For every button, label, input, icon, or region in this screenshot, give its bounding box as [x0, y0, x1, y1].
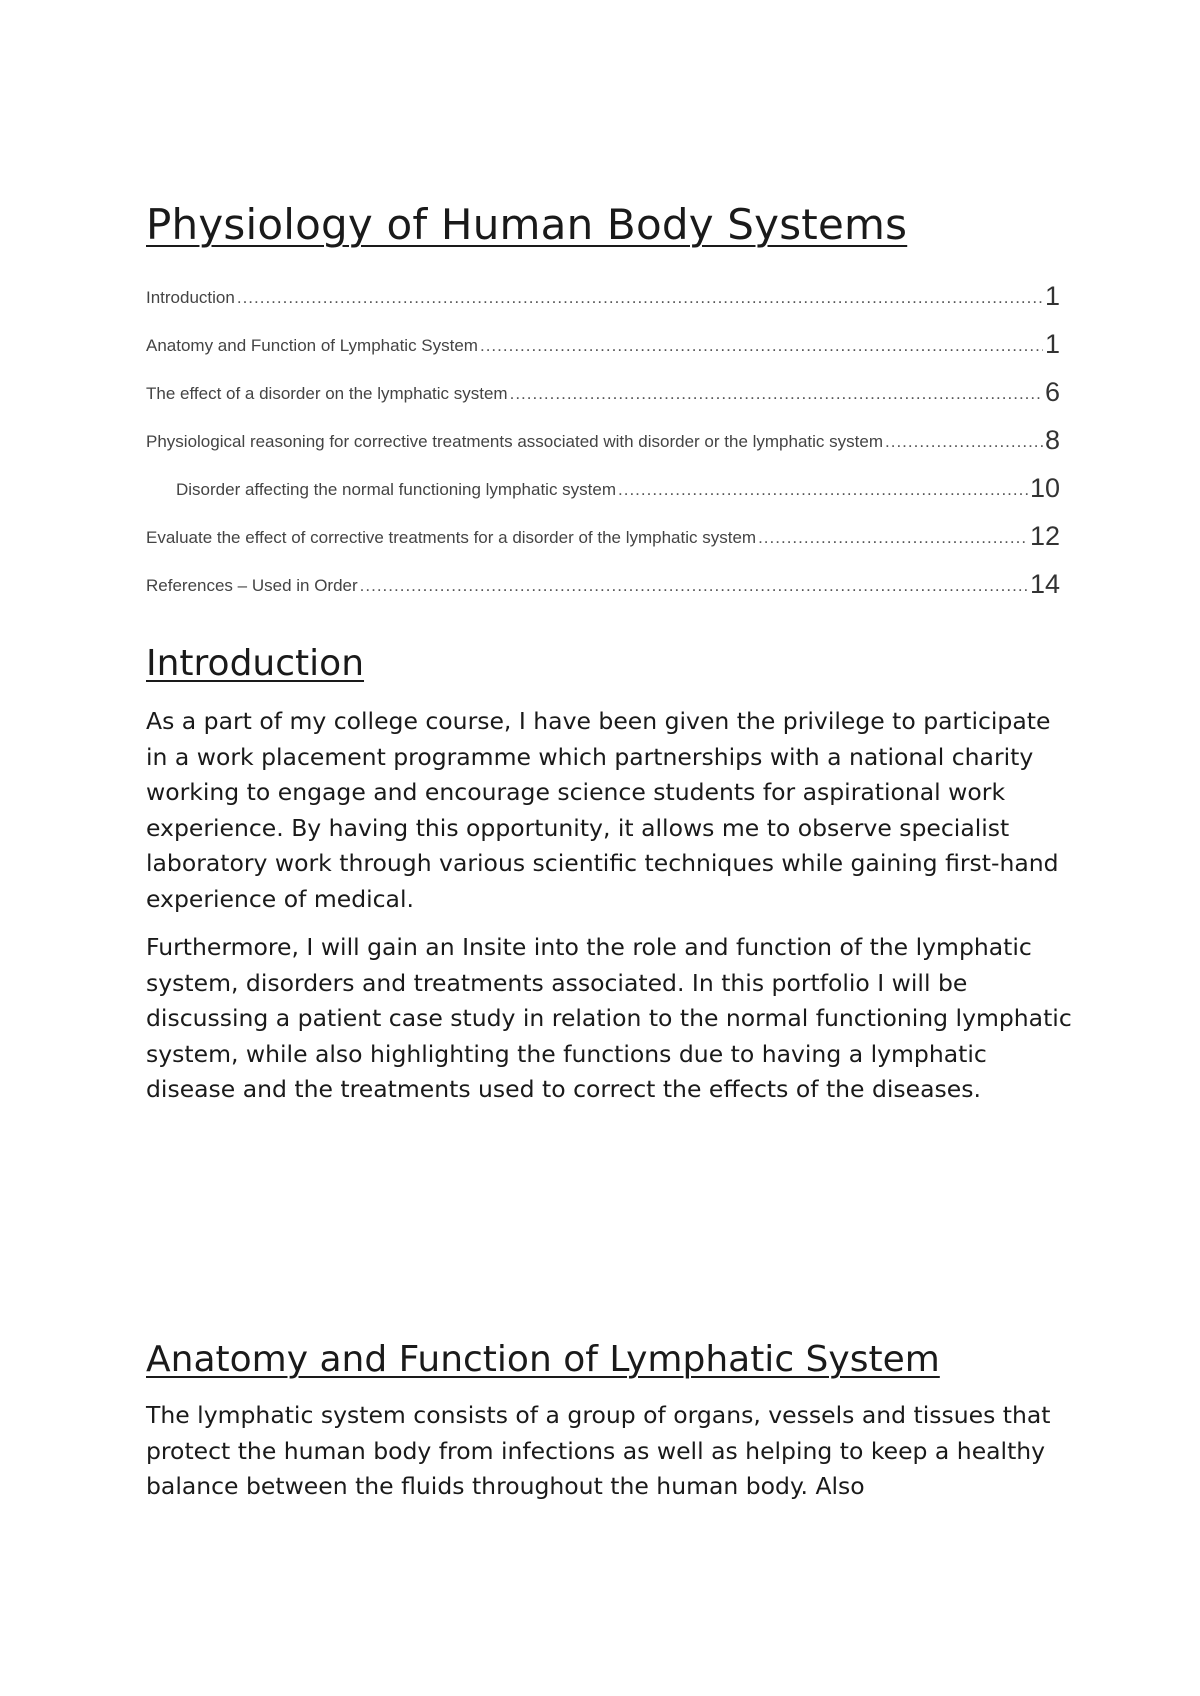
toc-entry-page: 14	[1029, 569, 1060, 599]
document-title: Physiology of Human Body Systems	[146, 200, 908, 249]
toc-leader-dots	[618, 480, 1028, 506]
table-of-contents	[146, 266, 1060, 602]
toc-entry[interactable]	[146, 266, 1060, 314]
toc-entry-page: 6	[1044, 377, 1060, 407]
toc-entry-text: The effect of a disorder on the lymphatic system	[146, 384, 508, 403]
toc-leader-dots	[885, 432, 1043, 458]
anatomy-paragraph: The lymphatic system consists of a group of organs, vessels and tissues that protect the human body from infections as well as helping to keep a healthy balance between the fluids throughout the human body. Also	[146, 1401, 1051, 1500]
toc-entry-text: Evaluate the effect of corrective treatments for a disorder of the lymphatic system	[146, 528, 757, 547]
introduction-heading: Introduction	[146, 643, 365, 684]
toc-entry-page: 10	[1029, 473, 1060, 503]
toc-entry-text: Anatomy and Function of Lymphatic System	[146, 336, 478, 355]
toc-entry[interactable]	[146, 362, 1060, 410]
toc-entry-text: References – Used in Order	[146, 576, 358, 595]
toc-entry-page: 12	[1029, 521, 1060, 551]
toc-entry[interactable]	[146, 410, 1060, 458]
toc-entry[interactable]	[146, 458, 1060, 506]
introduction-paragraph: Furthermore, I will gain an Insite into the role and function of the lymphatic system, disorders and treatments associated. In this portfolio I will be discussing a patient case study in relation to the normal functioning lymphatic system, while also highlighting the functions due to having a lymphatic disease and the treatments used to correct the effects of the diseases.	[146, 933, 1072, 1103]
toc-entry[interactable]	[146, 554, 1060, 602]
introduction-paragraph: As a part of my college course, I have been given the privilege to participate in a work placement programme which partnerships with a national charity working to engage and encourage science students for aspirational work experience. By having this opportunity, it allows me to observe specialist laboratory work through various scientific techniques while gaining first-hand experience of medical.	[146, 707, 1059, 913]
toc-entry-page: 8	[1044, 425, 1060, 455]
toc-entry-text: Introduction	[146, 288, 235, 307]
toc-entry-page: 1	[1044, 329, 1060, 359]
toc-leader-dots	[360, 576, 1028, 602]
toc-leader-dots	[510, 384, 1043, 410]
anatomy-heading: Anatomy and Function of Lymphatic System	[146, 1339, 940, 1380]
toc-entry[interactable]	[146, 506, 1060, 554]
toc-entry[interactable]	[146, 314, 1060, 362]
toc-entry-text: Disorder affecting the normal functioning lymphatic system	[176, 480, 616, 499]
toc-leader-dots	[758, 528, 1028, 554]
toc-leader-dots	[480, 336, 1043, 362]
toc-entry-page: 1	[1044, 281, 1060, 311]
toc-entry-text: Physiological reasoning for corrective treatments associated with disorder or the lymphatic system	[146, 432, 883, 451]
toc-leader-dots	[237, 288, 1043, 314]
